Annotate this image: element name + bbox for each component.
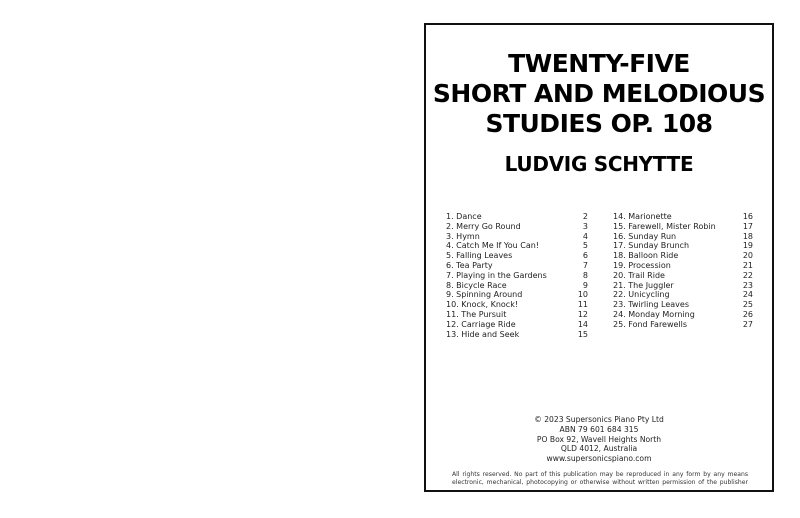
- toc-entry-title: 5. Falling Leaves: [446, 251, 513, 261]
- toc-entry-page: 16: [742, 212, 753, 221]
- toc-entry-title: 18. Balloon Ride: [613, 251, 679, 261]
- toc-entry-title: 21. The Juggler: [613, 280, 674, 290]
- toc-entry: [613, 310, 753, 320]
- document-page: [424, 23, 774, 492]
- toc-entry-title: 12. Carriage Ride: [446, 319, 516, 329]
- title-line-1: TWENTY-FIVE: [508, 49, 690, 78]
- toc-entry-title: 4. Catch Me If You Can!: [446, 241, 539, 251]
- address-line-1: PO Box 92, Wavell Heights North: [536, 434, 662, 444]
- toc-entry-title: 3. Hymn: [446, 231, 480, 241]
- toc-entry-title: 6. Tea Party: [446, 260, 493, 270]
- toc-entry-page: 25: [742, 300, 753, 310]
- toc-entry-title: 17. Sunday Brunch: [613, 241, 690, 251]
- toc-entry: [446, 251, 588, 261]
- toc-entry-page: 2: [582, 212, 588, 221]
- toc-entry-page: 11: [577, 300, 588, 310]
- toc-entry-page: 15: [577, 329, 588, 339]
- toc-entry-title: 10. Knock, Knock!: [446, 300, 519, 310]
- toc-entry-page: 14: [577, 319, 588, 329]
- toc-entry-title: 8. Bicycle Race: [446, 280, 507, 290]
- toc-entry-title: 19. Procession: [613, 260, 671, 270]
- toc-entry: [446, 212, 588, 222]
- toc-entry: [613, 212, 753, 222]
- website-link[interactable]: www.supersonicspiano.com: [546, 454, 652, 464]
- toc-entry-page: 9: [582, 280, 588, 290]
- toc-entry: [613, 251, 753, 261]
- composer-name: LUDVIG SCHYTTE: [504, 152, 694, 176]
- toc-entry-page: 5: [582, 241, 588, 251]
- toc-entry: [613, 300, 753, 310]
- toc-entry-title: 2. Merry Go Round: [446, 221, 521, 231]
- toc-entry: [446, 232, 588, 242]
- rights-notice: All rights reserved. No part of this publication may be reproduced in any form by any means electronic, mechanical, photocopying or otherwise without written permission of the publisher: [452, 471, 748, 486]
- toc-entry-title: 25. Fond Farewells: [613, 319, 688, 329]
- toc-entry-page: 8: [582, 270, 588, 280]
- page-title: [426, 49, 772, 139]
- toc-entry-page: 21: [742, 260, 753, 270]
- toc-entry: [446, 330, 588, 340]
- toc-entry-page: 3: [582, 221, 588, 231]
- toc-right-column: [613, 212, 753, 330]
- toc-entry-page: 19: [742, 241, 753, 251]
- toc-left-column: [446, 212, 588, 339]
- toc-entry: [613, 261, 753, 271]
- title-line-2: SHORT AND MELODIOUS: [432, 79, 766, 108]
- toc-entry-title: 23. Twirling Leaves: [613, 300, 689, 310]
- address-line-2: QLD 4012, Australia: [560, 444, 638, 454]
- toc-entry-title: 16. Sunday Run: [613, 231, 677, 241]
- toc-entry-page: 4: [582, 231, 588, 241]
- toc-entry-title: 9. Spinning Around: [446, 290, 523, 300]
- toc-entry-page: 17: [742, 221, 753, 231]
- toc-entry-title: 15. Farewell, Mister Robin: [613, 221, 716, 231]
- toc-entry-page: 23: [742, 280, 753, 290]
- toc-entry-page: 27: [742, 319, 753, 329]
- toc-entry: [613, 290, 753, 300]
- toc-entry-title: 24. Monday Morning: [613, 309, 695, 319]
- toc-entry-page: 18: [742, 231, 753, 241]
- toc-entry: [613, 271, 753, 281]
- copyright-block: [426, 415, 772, 464]
- toc-entry: [446, 241, 588, 251]
- toc-entry-title: 11. The Pursuit: [446, 309, 507, 319]
- copyright-line: © 2023 Supersonics Piano Pty Ltd: [534, 415, 664, 424]
- toc-entry: [613, 222, 753, 232]
- toc-entry-title: 13. Hide and Seek: [446, 329, 520, 339]
- toc-entry-page: 26: [742, 309, 753, 319]
- title-line-3: STUDIES OP. 108: [485, 109, 713, 138]
- toc-entry: [446, 290, 588, 300]
- toc-entry: [446, 271, 588, 281]
- toc-entry-page: 22: [742, 270, 753, 280]
- toc-entry: [446, 222, 588, 232]
- toc-entry: [446, 310, 588, 320]
- toc-entry: [446, 261, 588, 271]
- toc-entry-page: 10: [577, 290, 588, 300]
- toc-entry-title: 7. Playing in the Gardens: [446, 270, 547, 280]
- toc-entry-page: 12: [577, 309, 588, 319]
- toc-entry: [613, 241, 753, 251]
- toc-entry: [446, 300, 588, 310]
- toc-entry: [446, 320, 588, 330]
- abn-line: ABN 79 601 684 315: [559, 424, 639, 434]
- toc-entry-title: 22. Unicycling: [613, 290, 670, 300]
- toc-entry: [613, 320, 753, 330]
- toc-entry: [613, 281, 753, 291]
- toc-entry-page: 20: [742, 251, 753, 261]
- toc-entry-page: 6: [582, 251, 588, 261]
- toc-entry-page: 24: [742, 290, 753, 300]
- toc-entry-page: 7: [582, 260, 588, 270]
- toc-entry-title: 14. Marionette: [613, 212, 672, 221]
- toc-entry: [446, 281, 588, 291]
- toc-entry-title: 1. Dance: [446, 212, 482, 221]
- toc-entry: [613, 232, 753, 242]
- toc-entry-title: 20. Trail Ride: [613, 270, 665, 280]
